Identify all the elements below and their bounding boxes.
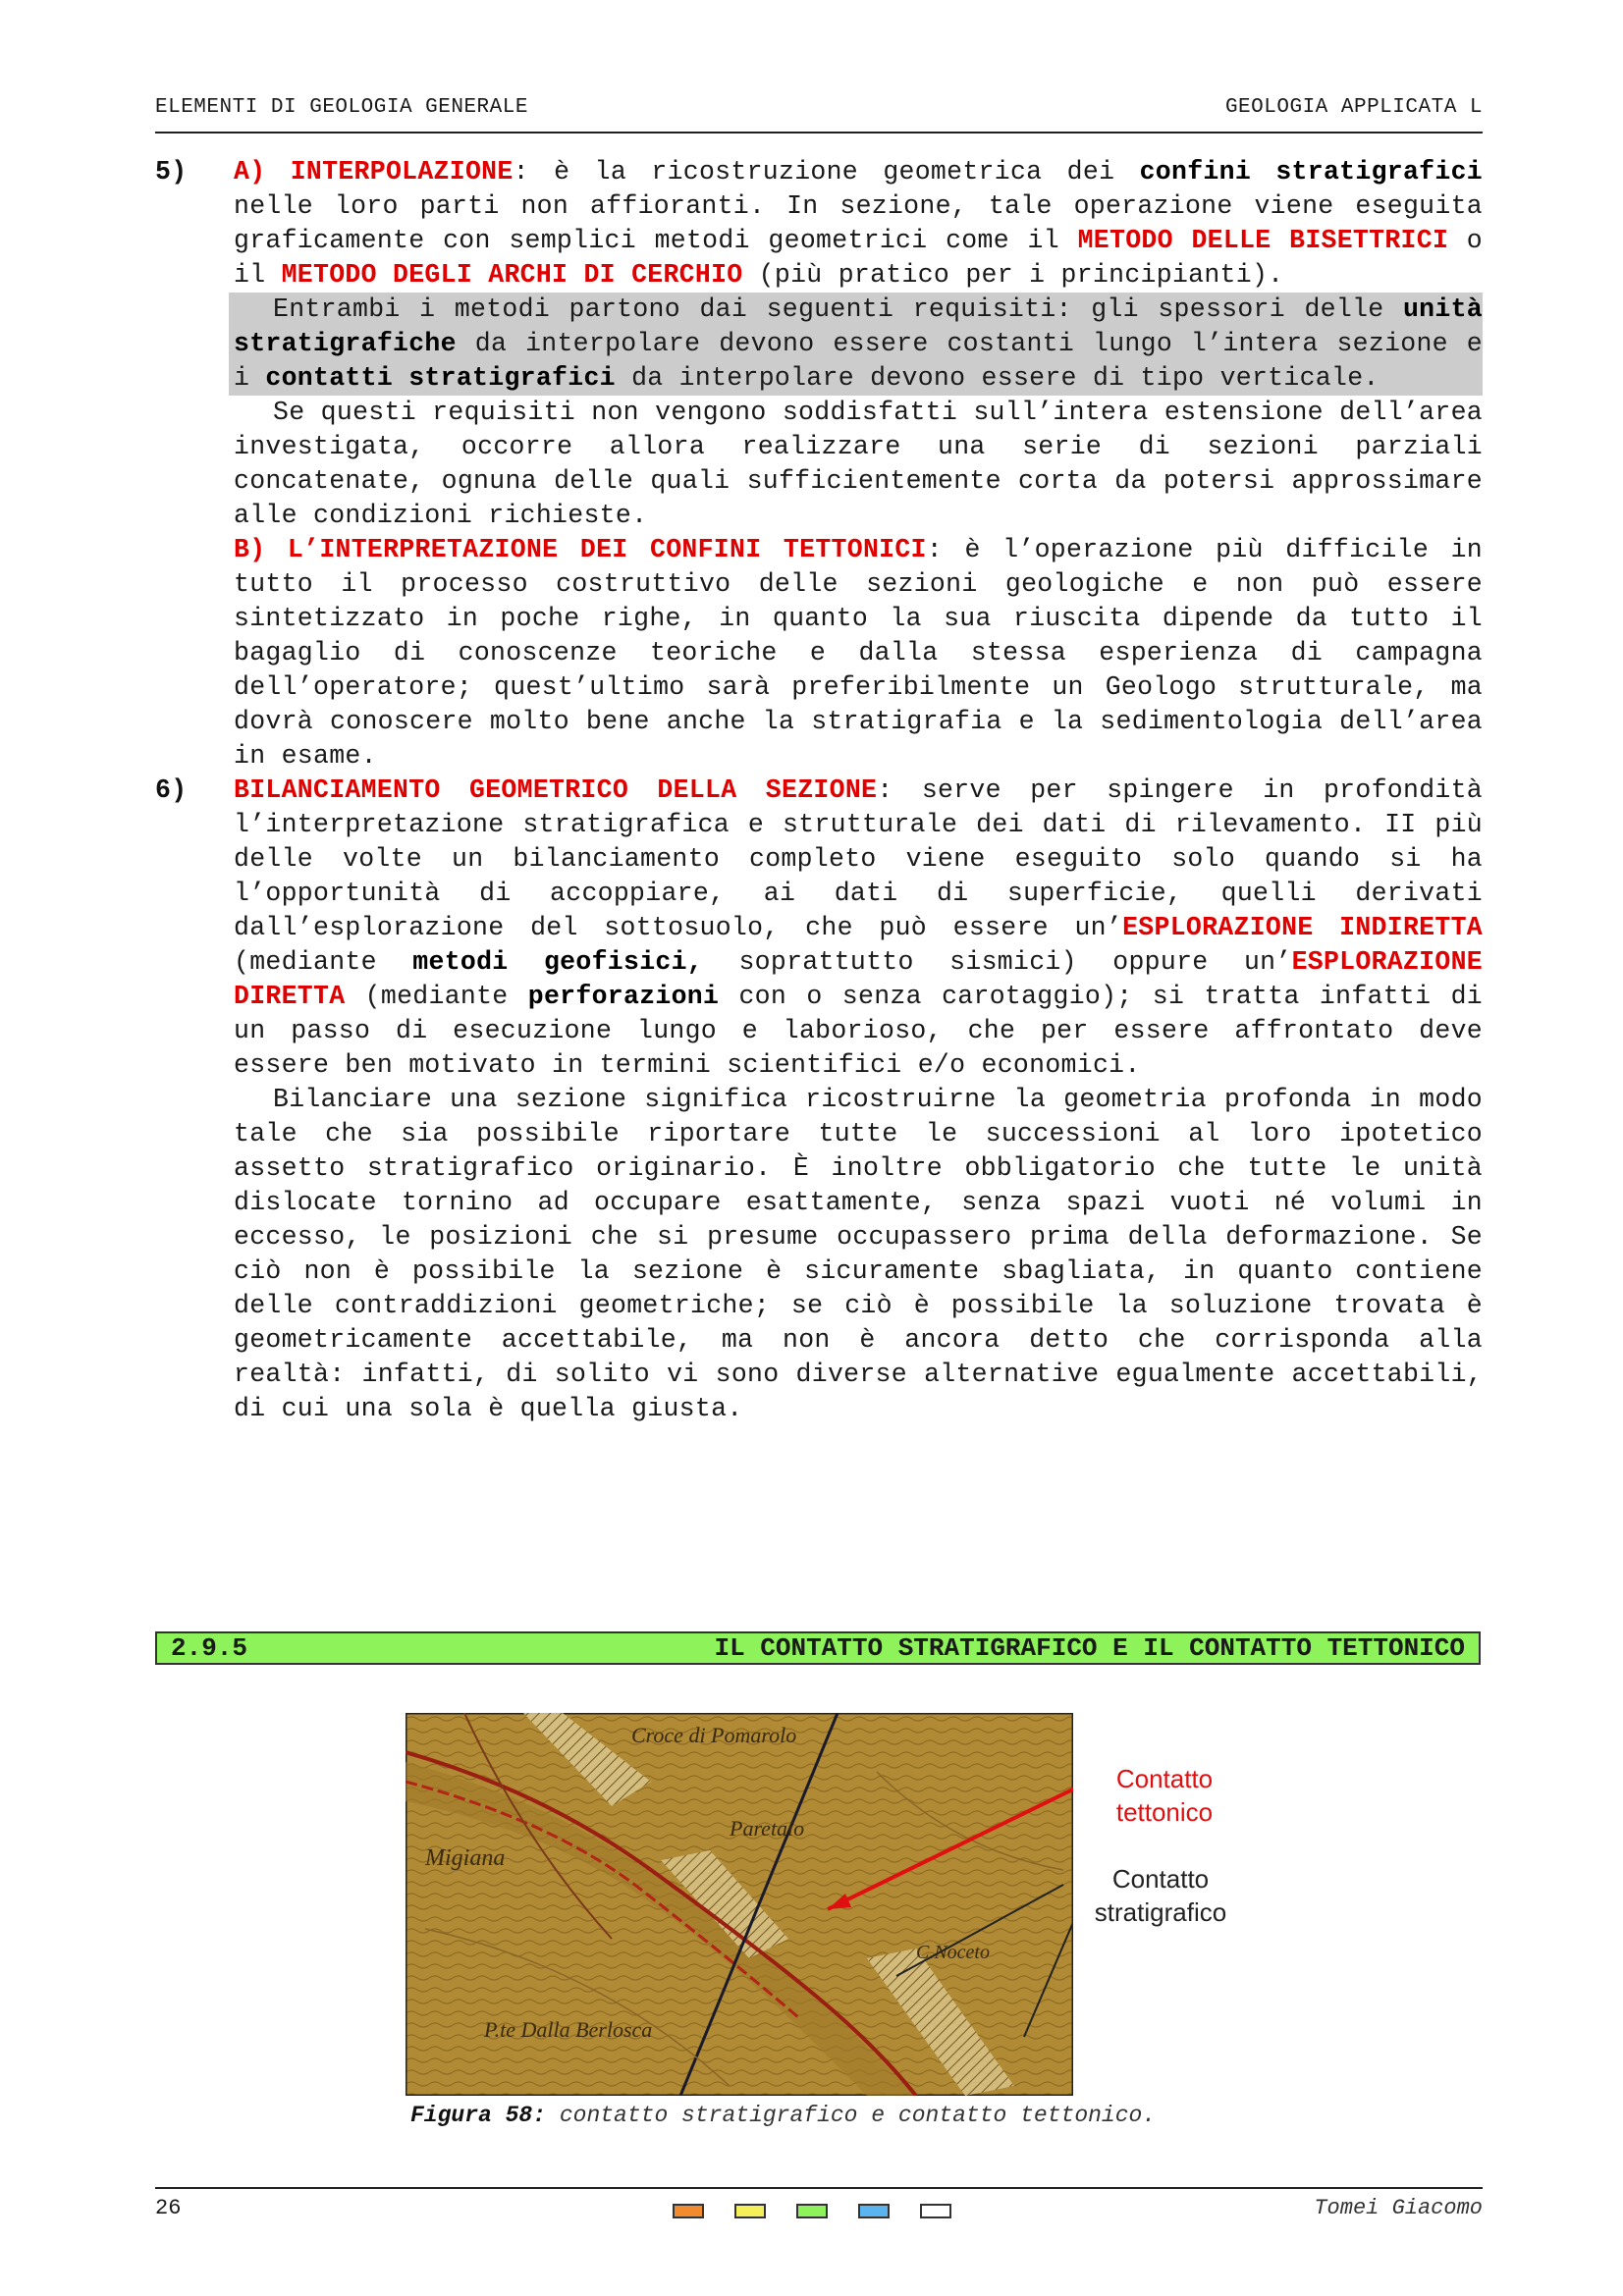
text-span: : è l’operazione più difficile in tutto il processo costruttivo delle sezioni geologiche e non può essere sintetizzato in poche righe, in quanto la sua riuscita dipende da tutto il bagaglio di conoscenze teoriche e dalla stessa esperienza di campagna dell’operatore; quest’ultimo sarà preferibilmente un Geologo strutturale, ma dovrà conoscere molto bene anche la stratigrafia e la sedimentologia dell’area in esame.	[234, 535, 1484, 771]
figure-caption	[410, 2103, 1156, 2128]
term-interpolazione: INTERPOLAZIONE	[290, 157, 514, 187]
map-label-paretaio: Paretaio	[730, 1816, 805, 1841]
term-esplorazione-indiretta: ESPLORAZIONE INDIRETTA	[1122, 913, 1483, 942]
map-label-croce: Croce di Pomarolo	[631, 1723, 797, 1747]
label-contatto-stratigrafico: Contatto stratigrafico	[1094, 1864, 1227, 1927]
map-label-noceto: C.Noceto	[916, 1942, 990, 1963]
text-span: (mediante	[345, 982, 528, 1011]
paragraph-bilanciamento	[234, 774, 1483, 1083]
section-title: IL CONTATTO STRATIGRAFICO E IL CONTATTO TETTONICO	[714, 1633, 1465, 1663]
term-metodo-bisettrici: METODO DELLE BISETTRICI	[1077, 226, 1449, 255]
term-perforazioni: perforazioni	[527, 982, 720, 1011]
item-number: 5)	[155, 157, 188, 187]
subitem-label-a: A)	[234, 157, 266, 187]
text-span: con o senza carotaggio); si tratta infatti di un passo di esecuzione lungo e laborioso, che per essere affrontato deve essere ben motivato in termini scientifici e/o economici.	[234, 982, 1483, 1080]
swatch-blue	[858, 2204, 890, 2218]
term-esplorazione-diretta: ESPLORAZIONE DIRETTA	[234, 947, 1483, 1011]
item-number: 6)	[155, 775, 188, 805]
text-span: : è la ricostruzione geometrica dei	[513, 157, 1140, 187]
body-text	[155, 155, 1483, 1426]
text-span: (più pratico per i principianti).	[742, 260, 1284, 290]
paragraph-interpolazione	[234, 155, 1483, 293]
text-span: : serve per spingere in profondità l’interpretazione stratigrafica e strutturale dei dati di rilevamento. II più delle volte un bilanciamento completo viene eseguito solo quando si ha l’opportunità di accoppiare, ai dati di superficie, quelli derivati dall’esplorazione del sottosuolo, che può essere un’	[234, 775, 1484, 942]
text-span: da interpolare devono essere costanti lungo l’intera sezione e i	[234, 329, 1483, 393]
shaded-requirements-paragraph	[229, 293, 1483, 396]
page-header	[155, 96, 1483, 133]
figure-caption-label: Figura 58:	[410, 2103, 547, 2128]
text-span: nelle loro parti non affioranti. In sezione, tale operazione viene eseguita graficamente con semplici metodi geometrici come il	[234, 191, 1483, 255]
list-item-5	[155, 155, 1483, 774]
text-span: da interpolare devono essere di tipo verticale.	[615, 363, 1380, 393]
text-span: soprattutto sismici) oppure un’	[703, 947, 1292, 977]
footer-rule	[155, 2187, 1483, 2189]
section-heading	[155, 1631, 1481, 1665]
section-number: 2.9.5	[171, 1633, 248, 1663]
geological-map-image	[406, 1713, 1073, 2096]
header-left-title: ELEMENTI DI GEOLOGIA GENERALE	[155, 96, 528, 119]
term-interpretazione-confini-tettonici: B) L’INTERPRETAZIONE DEI CONFINI TETTONICI	[234, 535, 927, 564]
label-contatto-tettonico: Contatto tettonico	[1115, 1764, 1214, 1827]
figure-caption-text: contatto stratigrafico e contatto tettonico.	[546, 2103, 1157, 2128]
figure-58	[406, 1713, 1240, 2098]
term-metodi-geofisici: metodi geofisici,	[412, 947, 704, 977]
term-unita-stratigrafiche: unità stratigrafiche	[234, 294, 1483, 358]
paragraph-sezioni-parziali: Se questi requisiti non vengono soddisfatti sull’intera estensione dell’area investigata, occorre allora realizzare una serie di sezioni parziali concatenate, ognuna delle quali sufficientemente corta da potersi approssimare alle condizioni richieste.	[234, 398, 1483, 530]
term-metodo-archi: METODO DEGLI ARCHI DI CERCHIO	[281, 260, 743, 290]
map-label-berlosca: P.te Dalla Berlosca	[484, 2017, 653, 2042]
list-item-6	[155, 774, 1483, 1426]
text-span: (mediante	[234, 947, 413, 977]
color-swatches	[673, 2204, 951, 2218]
term-confini-stratigrafici: confini stratigrafici	[1139, 157, 1483, 187]
header-right-title: GEOLOGIA APPLICATA L	[1224, 96, 1483, 119]
paragraph-bilanciare: Bilanciare una sezione significa ricostruirne la geometria profonda in modo tale che sia possibile riportare tutte le successioni al loro ipotetico assetto stratigrafico originario. È inoltre obbligatorio che tutte le unità dislocate tornino ad occupare esattamente, senza spazi vuoti né volumi in eccesso, le posizioni che si presume occupassero prima della deformazione. Se ciò non è possibile la sezione è sicuramente sbagliata, in quanto contiene delle contraddizioni geometriche; se ciò è possibile la soluzione trovata è geometricamente accettabile, ma non è ancora detto che corrisponda alla realtà: infatti, di solito vi sono diverse alternative egualmente accettabili, di cui una sola è quella giusta.	[234, 1085, 1483, 1423]
text-span: Entrambi i metodi partono dai seguenti requisiti: gli spessori delle	[273, 294, 1403, 324]
paragraph-confini-tettonici	[234, 533, 1483, 774]
term-bilanciamento: BILANCIAMENTO GEOMETRICO DELLA SEZIONE	[234, 775, 878, 805]
swatch-green	[796, 2204, 828, 2218]
map-label-migiana: Migiana	[425, 1845, 506, 1871]
swatch-orange	[673, 2204, 704, 2218]
term-contatti-stratigrafici: contatti stratigrafici	[265, 363, 616, 393]
author-name: Tomei Giacomo	[1314, 2196, 1483, 2220]
swatch-yellow	[734, 2204, 766, 2218]
swatch-white	[920, 2204, 951, 2218]
text-span: o il	[234, 226, 1483, 290]
page-number: 26	[155, 2196, 182, 2220]
